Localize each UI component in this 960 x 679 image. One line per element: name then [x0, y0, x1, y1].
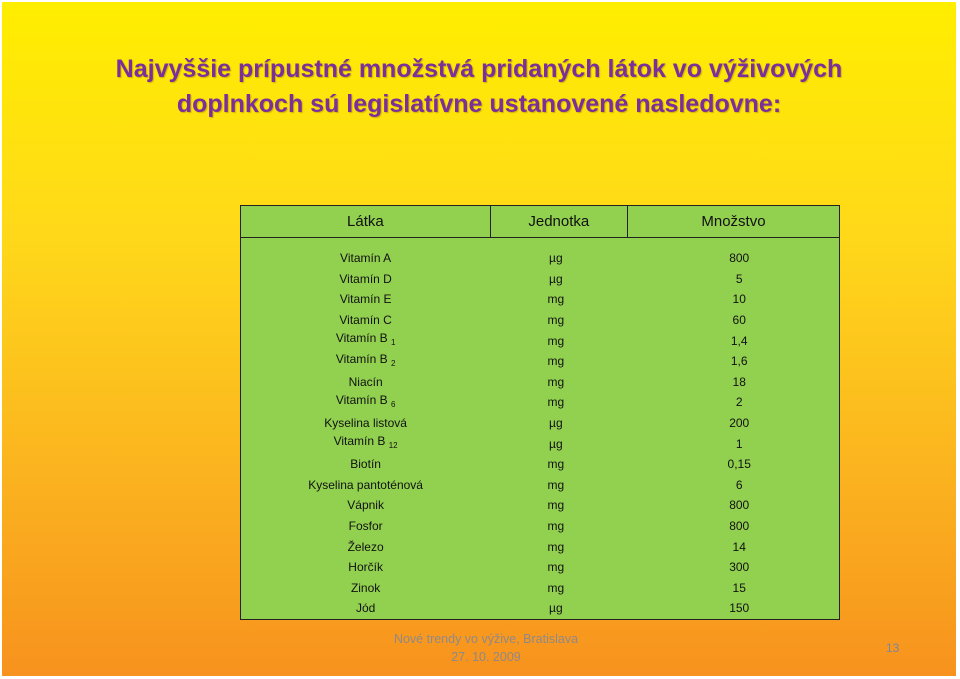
cell-unit: mg — [547, 580, 565, 595]
table-row — [241, 454, 840, 475]
table-row — [241, 289, 840, 310]
cell-substance — [241, 330, 491, 351]
header-jednotka: Jednotka — [490, 206, 627, 238]
cell-amount: 800 — [729, 498, 750, 513]
limits-table — [240, 205, 840, 620]
cell-unit: mg — [547, 374, 565, 389]
slide — [2, 2, 956, 676]
cell-unit: mg — [547, 292, 565, 307]
page-number: 13 — [886, 641, 900, 655]
substance-name: Fosfor — [348, 519, 383, 534]
cell-unit: µg — [549, 416, 563, 431]
cell-unit: µg — [549, 251, 563, 266]
cell-amount: 10 — [732, 292, 746, 307]
substance-name: Kyselina listová — [324, 416, 407, 431]
cell-unit: mg — [547, 395, 565, 410]
substance-name: Železo — [347, 539, 384, 554]
cell-substance — [241, 269, 491, 290]
substance-name: Horčík — [348, 560, 383, 575]
cell-unit: mg — [547, 560, 565, 575]
cell-substance — [241, 557, 491, 578]
cell-amount: 1,4 — [730, 333, 748, 348]
cell-amount: 800 — [729, 519, 750, 534]
table-row — [241, 578, 840, 599]
substance-subscript: 6 — [390, 399, 396, 409]
slide-title-line-2: doplnkoch sú legislatívne ustanovené nasledovne: — [176, 90, 782, 118]
table-row — [241, 495, 840, 516]
cell-amount: 150 — [729, 601, 750, 616]
slide-title — [2, 52, 956, 122]
cell-substance — [241, 578, 491, 599]
table-header-row — [241, 206, 840, 238]
table-row — [241, 392, 840, 413]
substance-name: Vitamín B — [333, 434, 386, 449]
substance-subscript: 2 — [390, 358, 396, 368]
footer-date: 27. 10. 2009 — [451, 650, 521, 664]
cell-unit: mg — [547, 539, 565, 554]
footer-event: Nové trendy vo výžive, Bratislava — [393, 632, 579, 646]
cell-unit: mg — [547, 477, 565, 492]
cell-amount: 0,15 — [727, 457, 751, 472]
cell-unit: µg — [549, 436, 563, 451]
cell-amount: 6 — [735, 477, 743, 492]
substance-subscript: 1 — [390, 338, 396, 348]
cell-substance — [241, 536, 491, 557]
cell-substance — [241, 475, 491, 496]
substance-name: Niacín — [348, 374, 383, 389]
table-row — [241, 536, 840, 557]
header-mnozstvo: Množstvo — [627, 206, 839, 238]
table-row — [241, 310, 840, 331]
cell-substance — [241, 516, 491, 537]
substance-name: Vitamín E — [339, 292, 392, 307]
cell-substance — [241, 495, 491, 516]
cell-unit: mg — [547, 457, 565, 472]
substance-name: Zinok — [350, 580, 381, 595]
cell-amount: 18 — [732, 374, 746, 389]
table-body — [241, 238, 840, 620]
substance-name: Vitamín B — [335, 392, 388, 407]
cell-substance — [241, 351, 491, 372]
cell-unit: mg — [547, 498, 565, 513]
cell-unit: µg — [549, 601, 563, 616]
footer — [376, 630, 596, 666]
cell-amount: 800 — [729, 251, 750, 266]
table-row — [241, 248, 840, 269]
cell-substance — [241, 310, 491, 331]
table-row — [241, 557, 840, 578]
cell-unit: mg — [547, 519, 565, 534]
cell-unit: mg — [547, 354, 565, 369]
header-latka: Látka — [241, 206, 491, 238]
cell-amount: 60 — [732, 313, 746, 328]
cell-substance — [241, 413, 491, 434]
cell-amount: 14 — [732, 539, 746, 554]
cell-unit: µg — [549, 271, 563, 286]
substance-name: Vitamín C — [339, 313, 392, 328]
table-row — [241, 413, 840, 434]
slide-title-line-1: Najvyššie prípustné množstvá pridaných látok vo výživových — [115, 55, 843, 83]
cell-substance — [241, 433, 491, 454]
cell-substance — [241, 289, 491, 310]
substance-name: Vitamín B — [335, 331, 388, 346]
cell-amount: 1 — [735, 436, 743, 451]
substance-subscript: 12 — [388, 441, 398, 451]
cell-amount: 200 — [729, 416, 750, 431]
substance-name: Vitamín D — [339, 271, 392, 286]
cell-substance — [241, 454, 491, 475]
cell-amount: 5 — [735, 271, 743, 286]
cell-amount: 1,6 — [730, 354, 748, 369]
substance-name: Kyselina pantoténová — [308, 477, 423, 492]
cell-substance — [241, 372, 491, 393]
table-row — [241, 475, 840, 496]
cell-amount: 15 — [732, 580, 746, 595]
table-row — [241, 598, 840, 619]
cell-substance — [241, 248, 491, 269]
table-row — [241, 516, 840, 537]
substance-name: Vápnik — [347, 498, 384, 513]
substance-name: Jód — [355, 601, 376, 616]
cell-substance — [241, 598, 491, 619]
table-row — [241, 330, 840, 351]
substance-name: Biotín — [350, 457, 381, 472]
cell-substance — [241, 392, 491, 413]
table-row — [241, 372, 840, 393]
cell-amount: 300 — [729, 560, 750, 575]
cell-amount: 2 — [735, 395, 743, 410]
cell-unit: mg — [547, 333, 565, 348]
table-row — [241, 269, 840, 290]
substance-name: Vitamín A — [340, 251, 392, 266]
substance-name: Vitamín B — [335, 351, 388, 366]
table-row — [241, 351, 840, 372]
cell-unit: mg — [547, 313, 565, 328]
table-row — [241, 433, 840, 454]
